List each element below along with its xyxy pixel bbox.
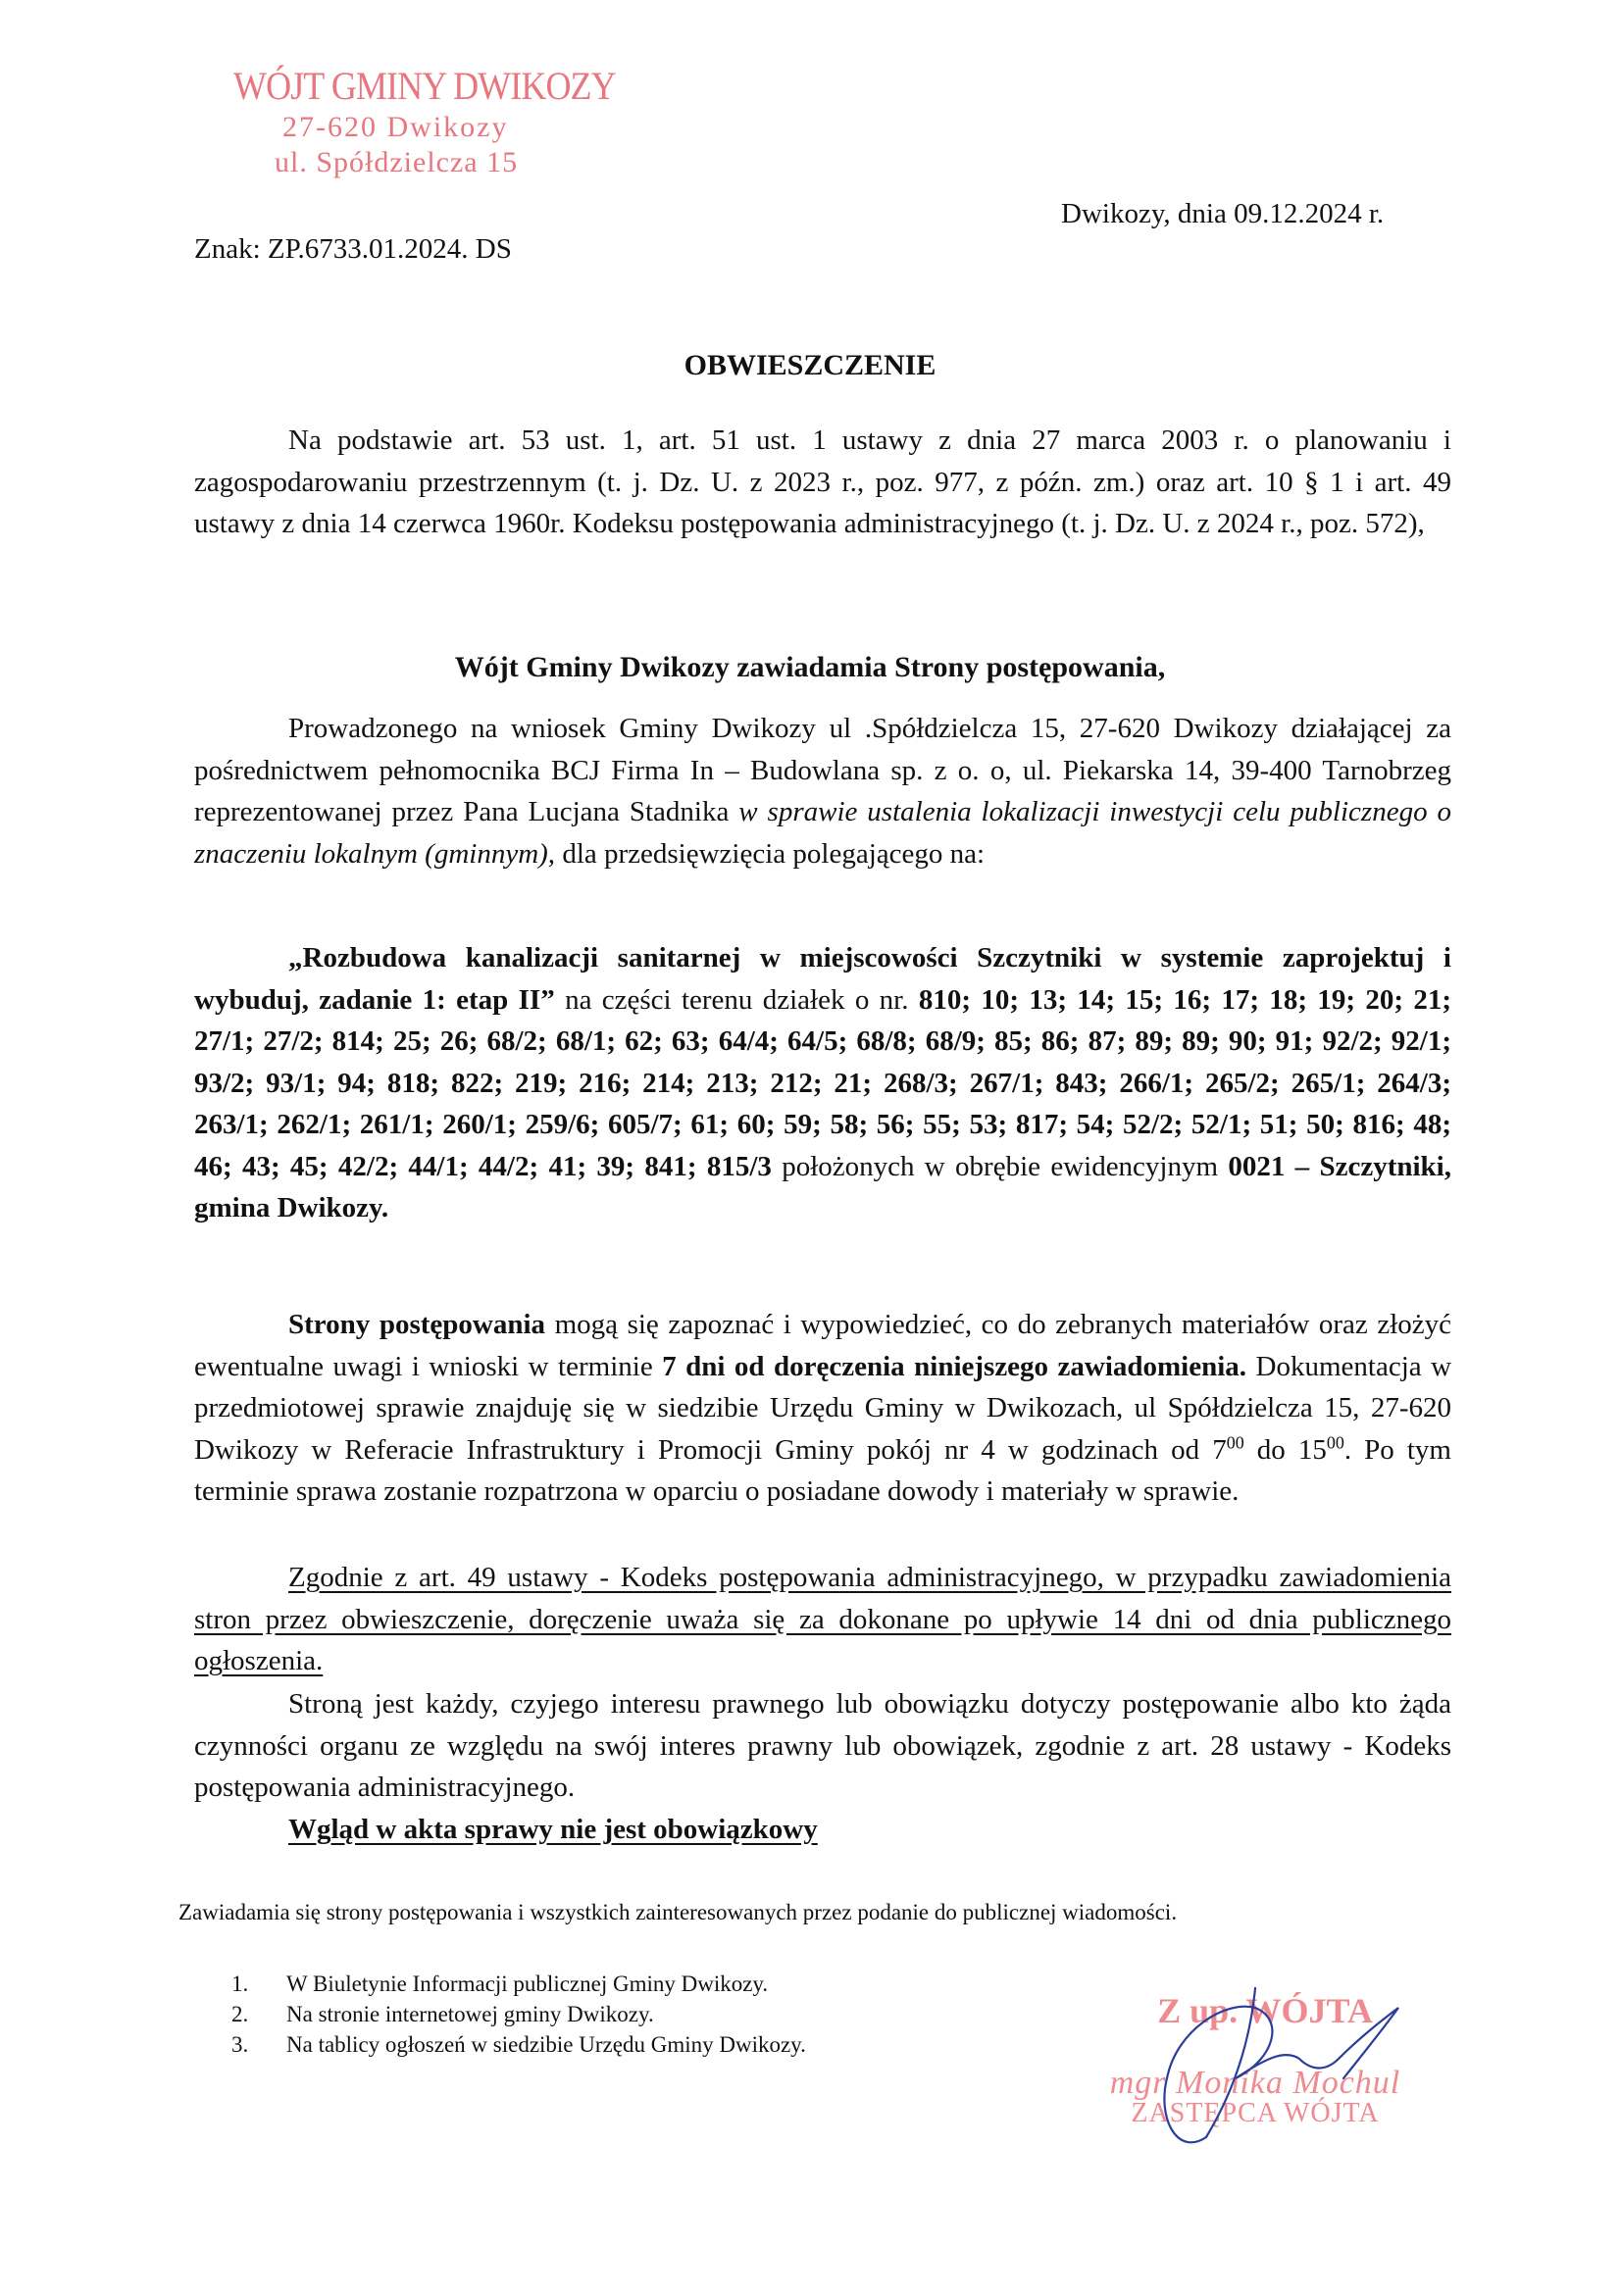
- project-name: „Rozbudowa kanalizacji sanitarnej w miejscowości Szczytniki w systemie zaprojektuj i wybuduj, zadanie 1: etap II”: [194, 942, 1451, 1016]
- location: 0021 – Szczytniki, gmina Dwikozy.: [194, 1150, 1451, 1223]
- list-text: W Biuletynie Informacji publicznej Gminy Dwikozy.: [286, 1972, 769, 1996]
- list-number: 1.: [231, 1972, 249, 1996]
- list-text: Na tablicy ogłoszeń w siedzibie Urzędu Gminy Dwikozy.: [286, 2032, 806, 2057]
- hour-from-minutes: 00: [1226, 1431, 1244, 1452]
- signature-stamp-title: ZASTĘPCA WÓJTA: [1131, 2098, 1380, 2128]
- hour-to-prefix: do: [1256, 1433, 1286, 1466]
- party-definition: Stroną jest każdy, czyjego interesu prawnego lub obowiązku dotyczy postępowanie albo kto żąda czynności organu ze względu na swój interes prawny lub obowiązek, zgodnie z art. 28 ustawy - Kodeks postępowania administracyjnego.: [194, 1688, 1451, 1803]
- inspection-note-text: Wgląd w akta sprawy nie jest obowiązkowy: [288, 1814, 818, 1845]
- proceeding-paragraph: [194, 708, 1451, 874]
- deadline: 7 dni od doręczenia niniejszego zawiadomienia.: [662, 1350, 1247, 1382]
- hour-to-value: 15: [1297, 1433, 1327, 1466]
- list-number: 3.: [231, 2032, 249, 2057]
- hour-to: [1297, 1431, 1344, 1466]
- parties-info-paragraph: [194, 1304, 1451, 1513]
- parties-lead: Strony postępowania: [288, 1309, 546, 1340]
- inspection-note: [194, 1809, 1451, 1851]
- project-paragraph: [194, 937, 1451, 1229]
- signature-stamp-name: mgr Monika Mochul: [1109, 2065, 1401, 2101]
- hour-to-minutes: 00: [1326, 1431, 1344, 1452]
- delivery-rule: [194, 1557, 1451, 1682]
- proceeding-text: Prowadzonego na wniosek Gminy Dwikozy ul .Spółdzielcza 15, 27-620 Dwikozy działającej za pośrednictwem pełnomocnika BCJ Firma In – Budowlana sp. z o. o, ul. Piekarska 14, 39-400 Tarnobrzeg reprezentowanej przez Pana Lucjana Stadnika: [194, 713, 1451, 827]
- parties-text-2: Dokumentacja w przedmiotowej sprawie znajduję się w siedzibie Urzędu Gminy w Dwikozach, ul Spółdzielcza 15, 27-620 Dwikozy w Referacie Infrastruktury i Promocji Gminy pokój nr 4 w godzinach od: [194, 1350, 1452, 1466]
- parties-text-3: . Po tym terminie sprawa zostanie rozpatrzona w oparciu o posiadane dowody i materiały w sprawie.: [194, 1433, 1451, 1507]
- reference-number: Znak: ZP.6733.01.2024. DS: [194, 233, 512, 265]
- parcels-intro: na części terenu działek o nr.: [565, 983, 909, 1016]
- signature-stamp-line-1: Z up. WÓJTA: [1157, 1991, 1373, 2030]
- parties-text-1: mogą się zapoznać i wypowiedzieć, co do zebranych materiałów oraz złożyć ewentualne uwagi i wnioski w terminie: [194, 1309, 1452, 1382]
- public-notice: Zawiadamia się strony postępowania i wszystkich zainteresowanych przez podanie do publicznej wiadomości.: [178, 1900, 1178, 1924]
- publication-list: [231, 1969, 806, 2060]
- stamp-line-2: 27-620 Dwikozy: [282, 111, 509, 143]
- location-intro: położonych w obrębie ewidencyjnym: [782, 1150, 1219, 1182]
- place-date: Dwikozy, dnia 09.12.2024 r.: [1061, 198, 1385, 229]
- proceeding-subject: w sprawie ustalenia lokalizacji inwestycji celu publicznego o znaczeniu lokalnym (gminnym),: [194, 796, 1451, 870]
- handwritten-signature-icon: [1088, 1961, 1422, 2157]
- list-item: [231, 1969, 806, 1999]
- list-number: 2.: [231, 2002, 249, 2026]
- stamp-line-3: ul. Spółdzielcza 15: [275, 146, 519, 178]
- proceeding-end: dla przedsięwzięcia polegającego na:: [562, 837, 986, 870]
- hour-from: [1212, 1431, 1244, 1466]
- announcement-heading: Wójt Gminy Dwikozy zawiadamia Strony postępowania,: [454, 651, 1166, 683]
- list-item: [231, 1999, 806, 2029]
- stamp-line-1: WÓJT GMINY DWIKOZY: [233, 64, 616, 108]
- office-stamp: [233, 63, 658, 180]
- document-title: OBWIESZCZENIE: [683, 349, 937, 381]
- list-item: [231, 2029, 806, 2060]
- parcel-list: 810; 10; 13; 14; 15; 16; 17; 18; 19; 20; 21; 27/1; 27/2; 814; 25; 26; 68/2; 68/1; 62; 63; 64/4; 64/5; 68/8; 68/9; 85; 86; 87; 89; 89; 90; 91; 92/2; 92/1; 93/2; 93/1; 94; 818; 822; 219; 216; 214; 213; 212; 21; 268/3; 267/1; 843; 266/1; 265/2; 265/1; 264/3; 263/1; 262/1; 261/1; 260/1; 259/6; 605/7; 61; 60; 59; 58; 56; 55; 53; 817; 54; 52/2; 52/1; 51; 50; 816; 48; 46; 43; 45; 42/2; 44/1; 44/2; 41; 39; 841; 815/3: [194, 983, 1452, 1182]
- delivery-rule-text: Zgodnie z art. 49 ustawy - Kodeks postępowania administracyjnego, w przypadku zawiadomienia stron przez obwieszczenie, doręczenie uważa się za dokonane po upływie 14 dni od dnia publicznego ogłoszenia.: [194, 1562, 1451, 1676]
- list-text: Na stronie internetowej gminy Dwikozy.: [286, 2002, 654, 2026]
- legal-basis: Na podstawie art. 53 ust. 1, art. 51 ust. 1 ustawy z dnia 27 marca 2003 r. o planowaniu i zagospodarowaniu przestrzennym (t. j. Dz. U. z 2023 r., poz. 977, z późn. zm.) oraz art. 10 § 1 i art. 49 ustawy z dnia 14 czerwca 1960r. Kodeksu postępowania administracyjnego (t. j. Dz. U. z 2024 r., poz. 572),: [194, 424, 1451, 539]
- hour-from-value: 7: [1212, 1433, 1227, 1466]
